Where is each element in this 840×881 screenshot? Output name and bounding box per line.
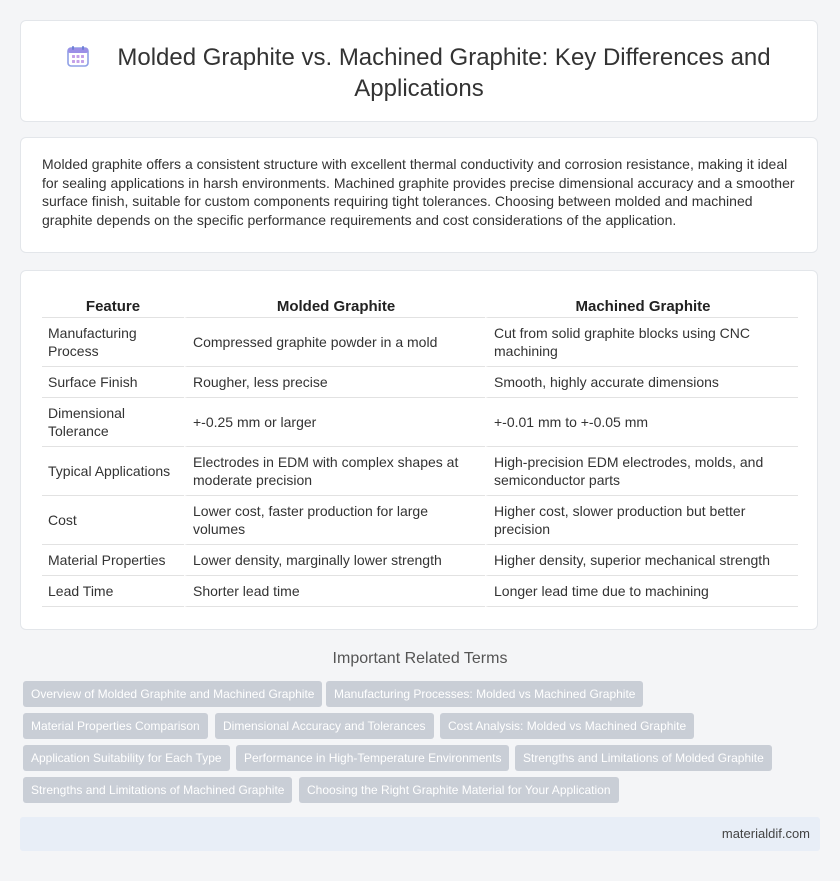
table-row	[42, 545, 798, 576]
feature-cell: Material Properties	[42, 545, 184, 576]
molded-cell: Lower density, marginally lower strength	[184, 545, 485, 576]
molded-cell: Rougher, less precise	[184, 367, 485, 398]
footer	[20, 817, 820, 851]
header-machined: Machined Graphite	[485, 295, 798, 318]
table-row	[42, 447, 798, 496]
table-row	[42, 398, 798, 447]
related-term-tag[interactable]: Cost Analysis: Molded vs Machined Graphite	[440, 713, 694, 739]
summary-card	[20, 137, 818, 253]
comparison-table-card	[20, 270, 818, 630]
footer-site-link[interactable]: materialdif.com	[721, 826, 810, 841]
calendar-icon	[67, 45, 89, 74]
related-term-tag[interactable]: Strengths and Limitations of Molded Graphite	[515, 745, 772, 771]
related-term-tag[interactable]: Choosing the Right Graphite Material for Your Application	[299, 777, 619, 803]
molded-cell: Lower cost, faster production for large volumes	[184, 496, 485, 545]
machined-cell: Cut from solid graphite blocks using CNC machining	[485, 318, 798, 367]
feature-cell: Cost	[42, 496, 184, 545]
feature-cell: Typical Applications	[42, 447, 184, 496]
machined-cell: Higher density, superior mechanical strength	[485, 545, 798, 576]
summary-text: Molded graphite offers a consistent structure with excellent thermal conductivity and corrosion resistance, making it ideal for sealing applications in harsh environments. Machined graphite provides precise dimensional accuracy and a smoother surface finish, suitable for custom components requiring tight tolerances. Choosing between molded and machined graphite depends on the specific performance requirements and cost considerations of the application.	[42, 156, 795, 228]
molded-cell: +-0.25 mm or larger	[184, 398, 485, 447]
page-title	[21, 43, 817, 103]
feature-cell: Lead Time	[42, 576, 184, 607]
related-term-tag[interactable]: Material Properties Comparison	[23, 713, 208, 739]
related-term-tag[interactable]: Strengths and Limitations of Machined Graphite	[23, 777, 292, 803]
related-term-tag[interactable]: Manufacturing Processes: Molded vs Machined Graphite	[326, 681, 643, 707]
comparison-table	[42, 295, 798, 607]
table-header-row	[42, 295, 798, 318]
header-molded: Molded Graphite	[184, 295, 485, 318]
table-row	[42, 367, 798, 398]
title-card	[20, 20, 818, 122]
related-terms-title: Important Related Terms	[332, 650, 508, 667]
molded-cell: Electrodes in EDM with complex shapes at moderate precision	[184, 447, 485, 496]
machined-cell: Longer lead time due to machining	[485, 576, 798, 607]
related-term-tag[interactable]: Overview of Molded Graphite and Machined Graphite	[23, 681, 322, 707]
feature-cell: Surface Finish	[42, 367, 184, 398]
machined-cell: Smooth, highly accurate dimensions	[485, 367, 798, 398]
molded-cell: Shorter lead time	[184, 576, 485, 607]
related-term-tag[interactable]: Dimensional Accuracy and Tolerances	[215, 713, 434, 739]
feature-cell: Dimensional Tolerance	[42, 398, 184, 447]
header-feature: Feature	[42, 295, 184, 318]
machined-cell: +-0.01 mm to +-0.05 mm	[485, 398, 798, 447]
machined-cell: Higher cost, slower production but better precision	[485, 496, 798, 545]
page-title-text: Molded Graphite vs. Machined Graphite: Key Differences and Applications	[117, 44, 771, 102]
machined-cell: High-precision EDM electrodes, molds, and semiconductor parts	[485, 447, 798, 496]
related-term-tag[interactable]: Performance in High-Temperature Environments	[236, 745, 509, 771]
molded-cell: Compressed graphite powder in a mold	[184, 318, 485, 367]
related-term-tag[interactable]: Application Suitability for Each Type	[23, 745, 230, 771]
table-row	[42, 318, 798, 367]
feature-cell: Manufacturing Process	[42, 318, 184, 367]
table-row	[42, 496, 798, 545]
table-row	[42, 576, 798, 607]
